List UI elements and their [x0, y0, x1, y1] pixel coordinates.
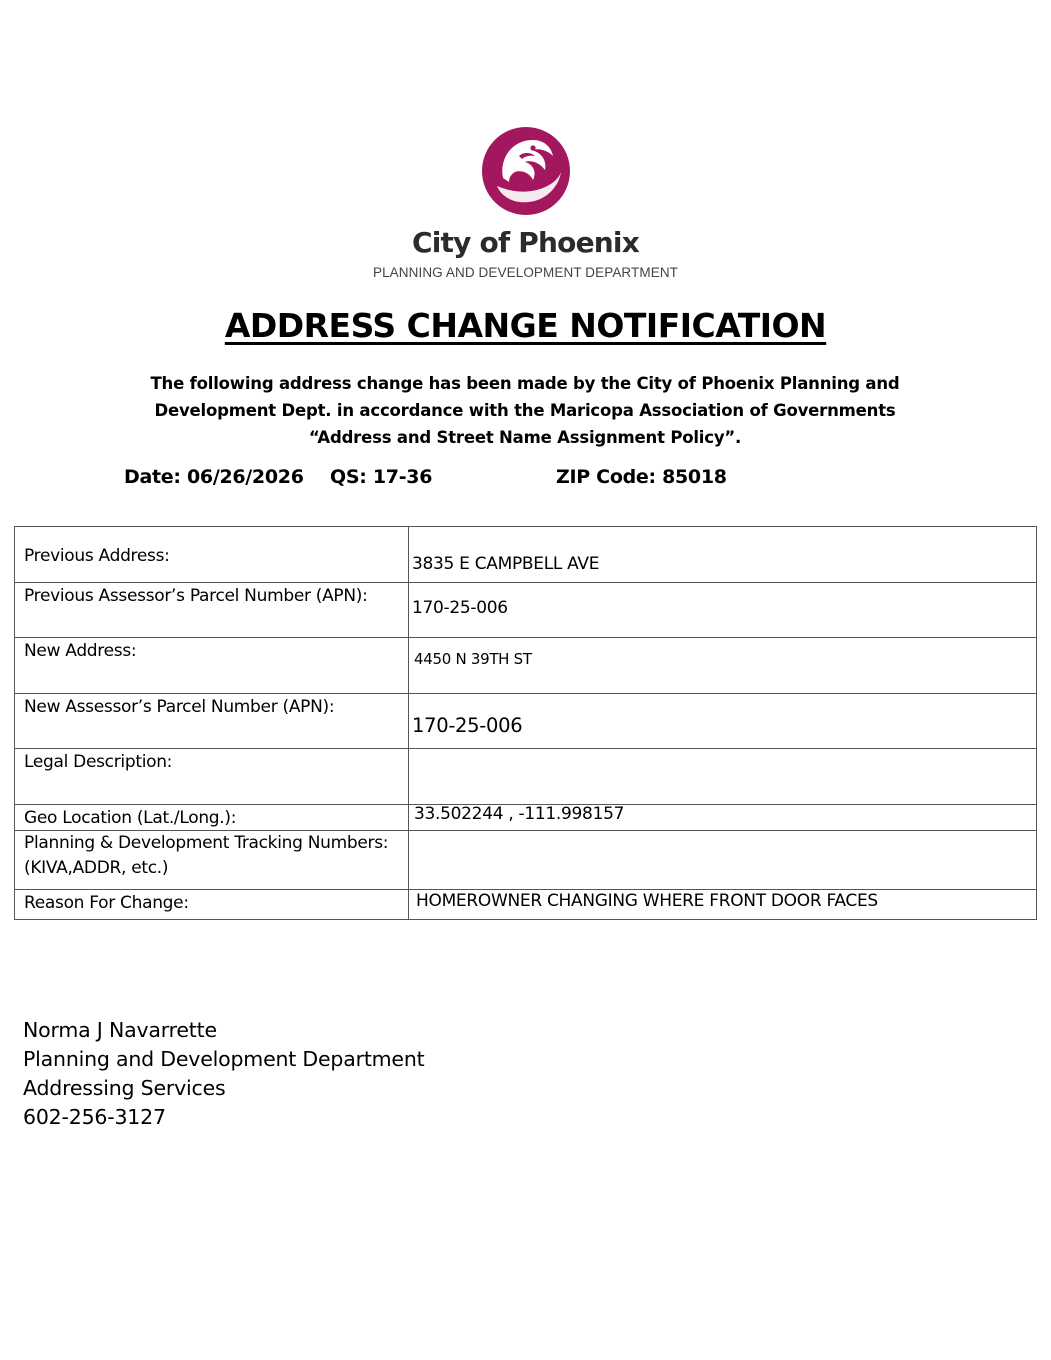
- signature-block: [23, 1016, 424, 1132]
- reason-for-change-label: Reason For Change:: [15, 890, 409, 920]
- zip-code: ZIP Code: 85018: [556, 466, 727, 488]
- logo-department-name: PLANNING AND DEVELOPMENT DEPARTMENT: [372, 265, 679, 280]
- legal-description-value: [409, 749, 1037, 805]
- city-logo: [0, 126, 1051, 216]
- table-row: [15, 583, 1037, 638]
- table-row: [15, 805, 1037, 831]
- address-details-table: [14, 526, 1037, 920]
- new-address-label: New Address:: [15, 638, 409, 694]
- table-row: [15, 749, 1037, 805]
- signer-name: Norma J Navarrette: [23, 1018, 217, 1042]
- notice-date: Date: 06/26/2026: [124, 466, 304, 488]
- legal-description-label: Legal Description:: [15, 749, 409, 805]
- intro-paragraph: The following address change has been made by the City of Phoenix Planning and Development Dept. in accordance with the Maricopa Association of Governments “Address and Street Name Assignment Policy”.: [150, 374, 900, 447]
- new-address-value: 4450 N 39TH ST: [409, 638, 1037, 694]
- previous-apn-value: 170-25-006: [409, 583, 1037, 638]
- reason-for-change-value: HOMEROWNER CHANGING WHERE FRONT DOOR FACES: [409, 890, 1037, 920]
- table-row: [15, 527, 1037, 583]
- table-row: [15, 890, 1037, 920]
- new-apn-value: 170-25-006: [409, 694, 1037, 749]
- signer-department: Planning and Development Department: [23, 1047, 425, 1071]
- previous-apn-label: Previous Assessor’s Parcel Number (APN):: [15, 583, 409, 638]
- previous-address-label: Previous Address:: [15, 527, 409, 583]
- previous-address-value: 3835 E CAMPBELL AVE: [409, 527, 1037, 583]
- geo-location-value: 33.502244 , -111.998157: [409, 805, 1037, 831]
- new-apn-label: New Assessor’s Parcel Number (APN):: [15, 694, 409, 749]
- page-title: ADDRESS CHANGE NOTIFICATION: [224, 306, 827, 345]
- quarter-section: QS: 17-36: [330, 466, 433, 488]
- table-row: [15, 694, 1037, 749]
- tracking-numbers-value: [409, 831, 1037, 890]
- logo-city-name: City of Phoenix: [412, 226, 639, 259]
- table-row: [15, 831, 1037, 890]
- signer-phone: 602-256-3127: [23, 1105, 166, 1129]
- geo-location-label: Geo Location (Lat./Long.):: [15, 805, 409, 831]
- signer-unit: Addressing Services: [23, 1076, 226, 1100]
- tracking-numbers-label: Planning & Development Tracking Numbers: (KIVA,ADDR, etc.): [15, 831, 409, 890]
- phoenix-bird-icon: [481, 126, 571, 216]
- table-row: [15, 638, 1037, 694]
